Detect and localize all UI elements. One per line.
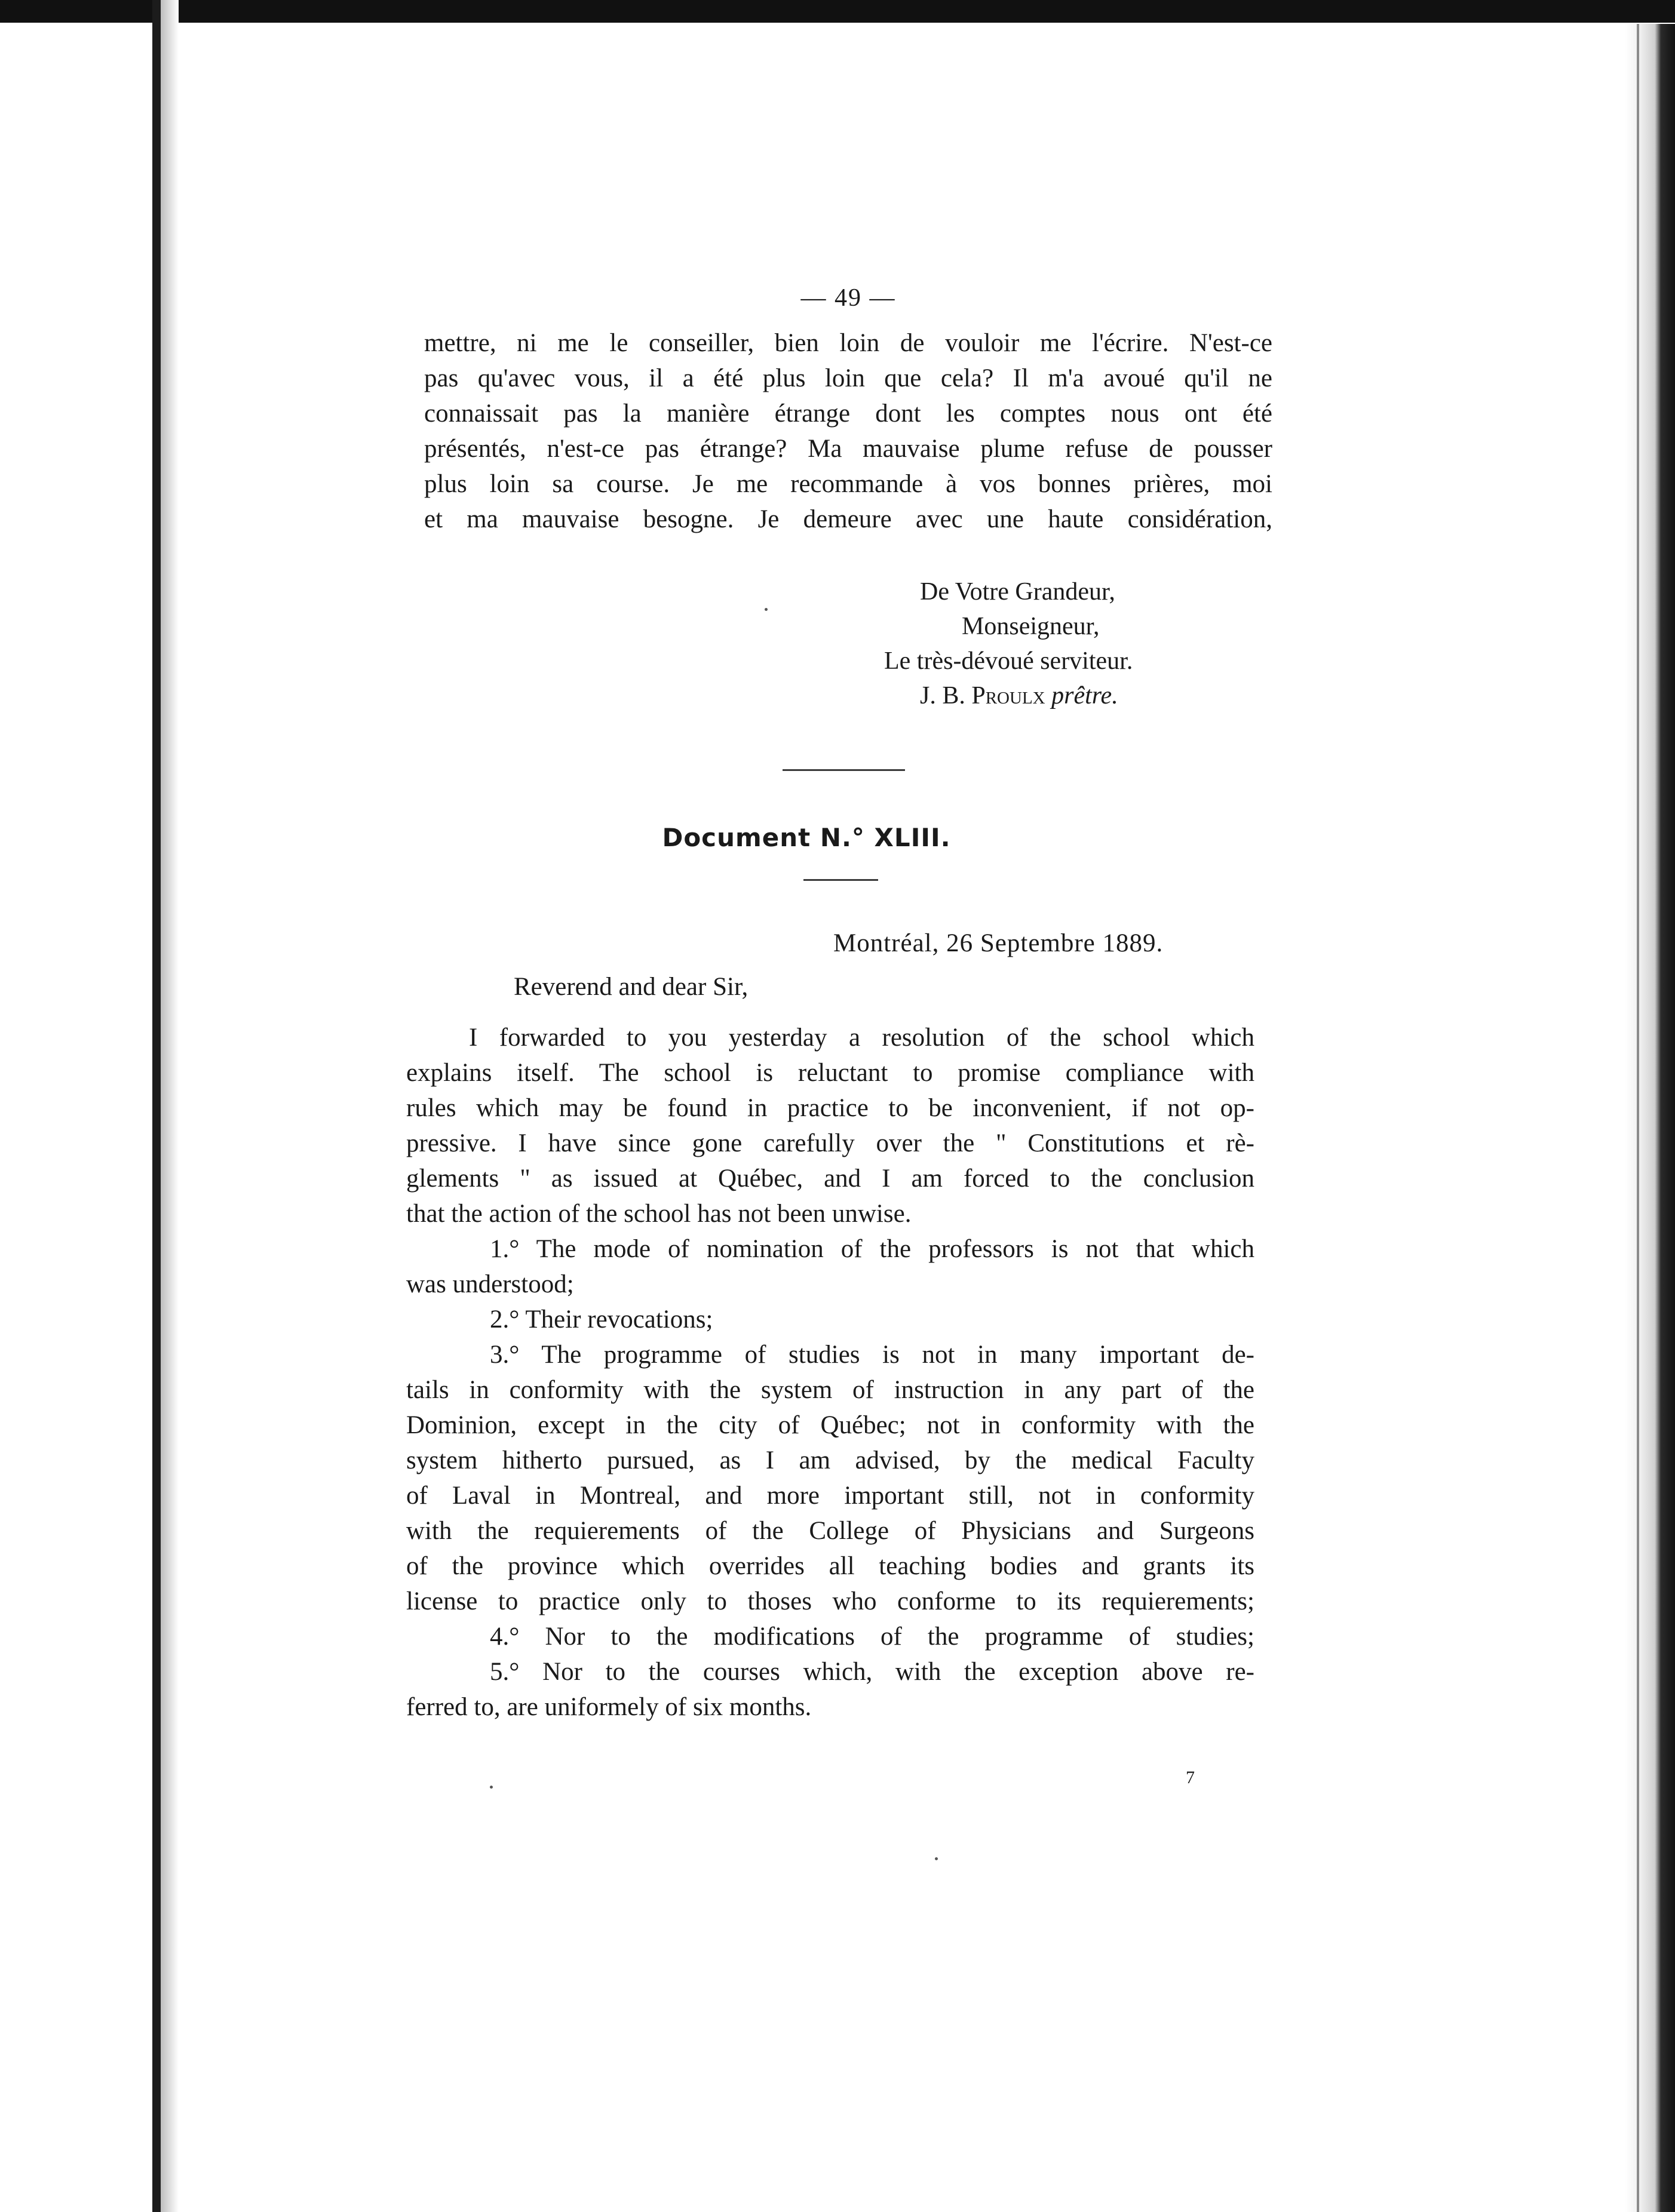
page-gutter-shadow bbox=[161, 0, 179, 2212]
letter-continuation bbox=[424, 325, 1272, 537]
scan-top-border bbox=[0, 0, 1675, 23]
letter-body bbox=[406, 1020, 1254, 1725]
text-line: présentés, n'est-ce pas étrange? Ma mauvaise plume refuse de pousser bbox=[424, 435, 1272, 463]
text-line: 5.° Nor to the courses which, with the exception above re- bbox=[490, 1658, 1254, 1686]
text-line: Dominion, except in the city of Québec; not in conformity with the bbox=[406, 1411, 1254, 1439]
text-line: I forwarded to you yesterday a resolution of the school which bbox=[469, 1024, 1254, 1052]
text-line: ferred to, are uniformely of six months. bbox=[406, 1693, 812, 1721]
text-line: 3.° The programme of studies is not in many important de- bbox=[490, 1341, 1254, 1369]
text-line: explains itself. The school is reluctant to promise compliance with bbox=[406, 1059, 1254, 1087]
text-line: that the action of the school has not been unwise. bbox=[406, 1200, 912, 1228]
ink-speck bbox=[490, 1786, 493, 1789]
text-line: 2.° Their revocations; bbox=[490, 1305, 713, 1334]
page-edge-line bbox=[1637, 24, 1639, 2212]
text-line: pressive. I have since gone carefully over the " Constitutions et rè- bbox=[406, 1129, 1254, 1157]
text-line: tails in conformity with the system of instruction in any part of the bbox=[406, 1376, 1254, 1404]
signature-name: J. B. Proulx bbox=[920, 682, 1045, 709]
text-line: of Laval in Montreal, and more important still, not in conformity bbox=[406, 1482, 1254, 1510]
text-line: with the requierements of the College of Physicians and Surgeons bbox=[406, 1517, 1254, 1545]
text-line: plus loin sa course. Je me recommande à vos bonnes prières, moi bbox=[424, 470, 1272, 498]
closing-line: Le très-dévoué serviteur. bbox=[884, 647, 1133, 675]
text-line: pas qu'avec vous, il a été plus loin que cela? Il m'a avoué qu'il ne bbox=[424, 364, 1272, 392]
closing-line: De Votre Grandeur, bbox=[920, 578, 1115, 606]
section-divider bbox=[783, 769, 905, 771]
document-heading: Document N.° XLIII. bbox=[662, 823, 951, 852]
text-line: mettre, ni me le conseiller, bien loin de vouloir me l'écrire. N'est-ce bbox=[424, 329, 1272, 357]
letter-closing bbox=[872, 574, 1231, 713]
ink-speck bbox=[935, 1857, 938, 1860]
scan-left-border bbox=[152, 0, 161, 2212]
text-line: rules which may be found in practice to be inconvenient, if not op- bbox=[406, 1094, 1254, 1122]
signature-mark: 7 bbox=[1186, 1768, 1195, 1787]
text-line: license to practice only to thoses who conforme to its requierements; bbox=[406, 1587, 1254, 1615]
text-line: system hitherto pursued, as I am advised, by the medical Faculty bbox=[406, 1446, 1254, 1474]
text-line: glements " as issued at Québec, and I am forced to the conclusion bbox=[406, 1165, 1254, 1193]
text-line: 1.° The mode of nomination of the professors is not that which bbox=[490, 1235, 1254, 1263]
text-line: et ma mauvaise besogne. Je demeure avec une haute considération, bbox=[424, 505, 1272, 533]
closing-line: Monseigneur, bbox=[962, 613, 1100, 640]
letter-date: Montréal, 26 Septembre 1889. bbox=[833, 929, 1164, 957]
scan-right-border bbox=[1625, 24, 1675, 2212]
ink-speck bbox=[765, 608, 768, 611]
text-line: was understood; bbox=[406, 1270, 574, 1298]
signature-title: prêtre. bbox=[1051, 682, 1118, 709]
salutation: Reverend and dear Sir, bbox=[514, 973, 748, 1001]
text-line: 4.° Nor to the modifications of the programme of studies; bbox=[490, 1623, 1254, 1651]
text-line: connaissait pas la manière étrange dont les comptes nous ont été bbox=[424, 400, 1272, 428]
text-line: of the province which overrides all teaching bodies and grants its bbox=[406, 1552, 1254, 1580]
heading-underline bbox=[803, 879, 878, 881]
page-number: — 49 — bbox=[800, 284, 896, 312]
signature bbox=[872, 678, 1231, 713]
